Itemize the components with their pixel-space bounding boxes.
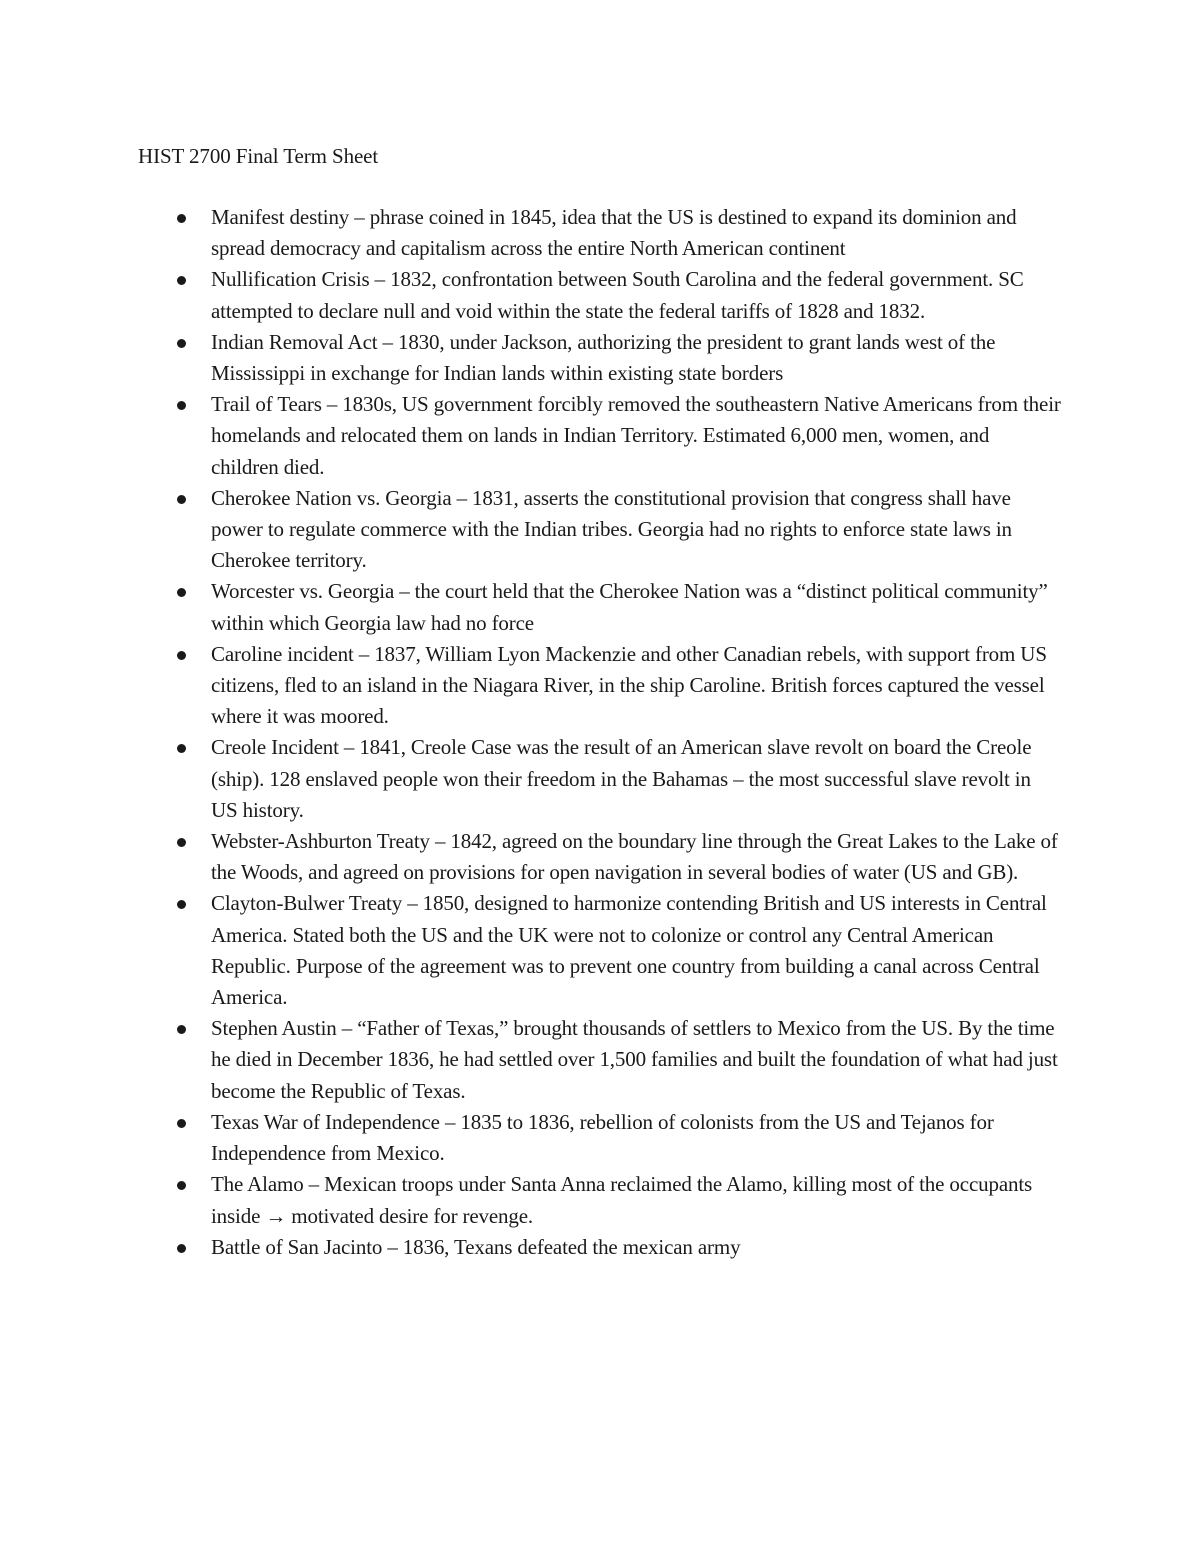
term-text: Stephen Austin – “Father of Texas,” brought thousands of settlers to Mexico from the US. By the time he died in December 1836, he had settled over 1,500 families and built the foundation of what had just become the Republic of Texas.	[211, 1016, 1058, 1103]
term-text: Trail of Tears – 1830s, US government forcibly removed the southeastern Native Americans from their homelands and relocated them on lands in Indian Territory. Estimated 6,000 men, women, and children died.	[211, 392, 1061, 479]
term-text: Clayton-Bulwer Treaty – 1850, designed to harmonize contending British and US interests in Central America. Stated both the US and the UK were not to colonize or control any Central American Republic. Purpose of the agreement was to prevent one country from building a canal across Central America.	[211, 891, 1047, 1010]
term-text: Caroline incident – 1837, William Lyon Mackenzie and other Canadian rebels, with support from US citizens, fled to an island in the Niagara River, in the ship Caroline. British forces captured the vessel where it was moored.	[211, 641, 1047, 729]
bullet-icon	[177, 651, 186, 660]
bullet-icon	[177, 214, 186, 223]
bullet-icon	[177, 1244, 186, 1253]
term-text: Creole Incident – 1841, Creole Case was the result of an American slave revolt on board the Creole (ship). 128 enslaved people won their freedom in the Bahamas – the most successful slave revolt in US history.	[211, 735, 1032, 822]
term-text: Texas War of Independence – 1835 to 1836, rebellion of colonists from the US and Tejanos for Independence from Mexico.	[211, 1109, 994, 1166]
bullet-icon	[177, 744, 186, 753]
bullet-icon	[177, 588, 186, 597]
list-item	[0, 1169, 1061, 1231]
bullet-icon	[177, 1119, 186, 1128]
list-item	[0, 732, 1061, 826]
list-item	[0, 1107, 1061, 1169]
list-item	[0, 1013, 1061, 1107]
bullet-icon	[177, 339, 186, 348]
bullet-icon	[177, 276, 186, 285]
term-list	[0, 202, 1200, 1263]
bullet-icon	[177, 401, 186, 410]
term-text: Nullification Crisis – 1832, confrontation between South Carolina and the federal government. SC attempted to declare null and void within the state the federal tariffs of 1828 and 1832.	[211, 267, 1024, 323]
term-text: Battle of San Jacinto – 1836, Texans defeated the mexican army	[211, 1234, 741, 1259]
list-item	[0, 327, 1061, 389]
bullet-icon	[177, 1025, 186, 1034]
page-title: HIST 2700 Final Term Sheet	[138, 144, 379, 168]
bullet-icon	[177, 900, 186, 909]
list-item	[0, 1232, 1061, 1263]
term-text: Manifest destiny – phrase coined in 1845, idea that the US is destined to expand its dominion and spread democracy and capitalism across the entire North American continent	[211, 205, 1017, 261]
term-text: Indian Removal Act – 1830, under Jackson, authorizing the president to grant lands west of the Mississippi in exchange for Indian lands within existing state borders	[211, 329, 996, 386]
term-text: Cherokee Nation vs. Georgia – 1831, asserts the constitutional provision that congress shall have power to regulate commerce with the Indian tribes. Georgia had no rights to enforce state laws in Cherokee territory.	[211, 485, 1012, 573]
list-item	[0, 639, 1061, 733]
list-item	[0, 888, 1061, 1013]
list-item	[0, 576, 1061, 638]
bullet-icon	[177, 838, 186, 847]
bullet-icon	[177, 495, 186, 504]
list-item	[0, 483, 1061, 577]
term-text: The Alamo – Mexican troops under Santa Anna reclaimed the Alamo, killing most of the occupants inside → motivated desire for revenge.	[211, 1172, 1033, 1228]
list-item	[0, 264, 1061, 326]
list-item	[0, 826, 1061, 888]
list-item	[0, 389, 1061, 483]
term-text: Worcester vs. Georgia – the court held that the Cherokee Nation was a “distinct political community” within which Georgia law had no force	[211, 579, 1048, 635]
list-item	[0, 202, 1061, 264]
term-text: Webster-Ashburton Treaty – 1842, agreed on the boundary line through the Great Lakes to the Lake of the Woods, and agreed on provisions for open navigation in several bodies of water (US and GB).	[211, 829, 1058, 885]
bullet-icon	[177, 1181, 186, 1190]
